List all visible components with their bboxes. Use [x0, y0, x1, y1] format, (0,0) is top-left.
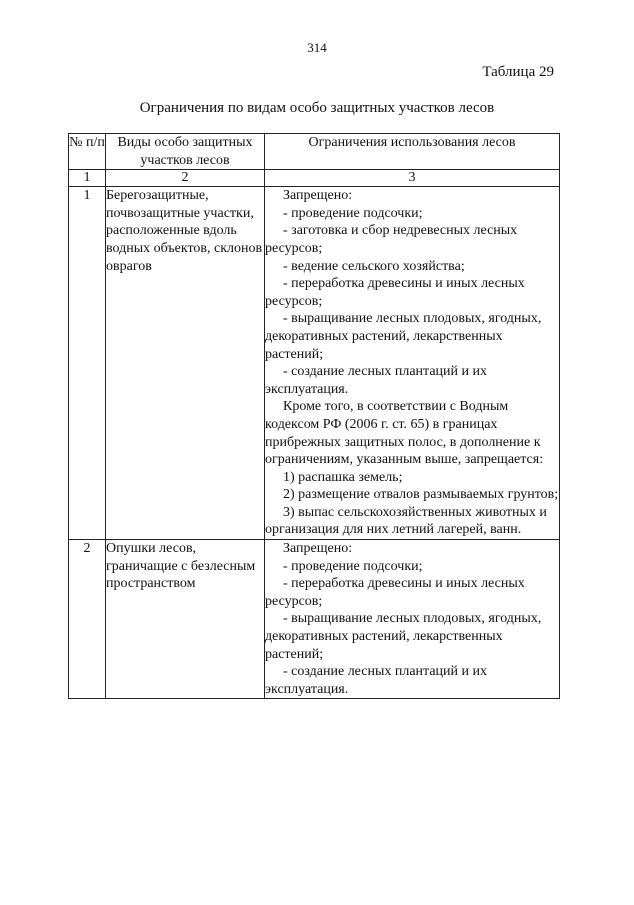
- column-number: 3: [265, 170, 560, 187]
- column-number-row: [69, 170, 560, 187]
- restriction-line: Запрещено:: [283, 541, 353, 557]
- table-row: [69, 187, 560, 540]
- restriction-line: 2) размещение отвалов размываемых грунтов;: [283, 487, 559, 503]
- header-area-type: Виды особо защитных участков лесов: [106, 134, 265, 170]
- table-row: [69, 540, 560, 699]
- restriction-line: - ведение сельского хозяйства;: [283, 258, 465, 274]
- restriction-line: - проведение подсочки;: [283, 205, 423, 221]
- table-header-row: [69, 134, 560, 170]
- restrictions-cell: [265, 540, 560, 699]
- column-number: 1: [69, 170, 106, 187]
- restrictions-table: [68, 133, 560, 699]
- restriction-line: - переработка древесины и иных лесных ресурсов;: [265, 276, 525, 309]
- restriction-line: - создание лесных плантаций и их эксплуатация.: [265, 364, 487, 397]
- restriction-line: 1) распашка земель;: [283, 469, 403, 485]
- area-type: Опушки лесов, граничащие с безлесным пространством: [106, 540, 265, 699]
- restriction-line: - переработка древесины и иных лесных ресурсов;: [265, 576, 525, 609]
- restriction-line: 3) выпас сельскохозяйственных животных и организация для них летний лагерей, ванн.: [265, 504, 547, 538]
- restriction-line: - создание лесных плантаций и их эксплуатация.: [265, 664, 487, 697]
- document-title: Ограничения по видам особо защитных участков лесов: [139, 100, 495, 116]
- restriction-line: - проведение подсочки;: [283, 558, 423, 574]
- page-number: 314: [307, 40, 327, 55]
- restrictions-cell: [265, 187, 560, 540]
- restriction-line: - заготовка и сбор недревесных лесных ресурсов;: [265, 223, 518, 256]
- restriction-line: Запрещено:: [283, 188, 353, 204]
- row-number: 2: [69, 540, 106, 699]
- header-restrictions: Ограничения использования лесов: [265, 134, 560, 170]
- restriction-line: - выращивание лесных плодовых, ягодных, декоративных растений, лекарственных растений;: [265, 611, 542, 662]
- header-number: № п/п: [69, 134, 106, 170]
- row-number: 1: [69, 187, 106, 540]
- restriction-paragraph: Кроме того, в соответствии с Водным кодексом РФ (2006 г. ст. 65) в границах прибрежных защитных полос, в дополнение к ограничениям, указанным выше, запрещается:: [265, 399, 544, 468]
- restriction-line: - выращивание лесных плодовых, ягодных, декоративных растений, лекарственных растений;: [265, 311, 542, 362]
- column-number: 2: [106, 170, 265, 187]
- table-label: Таблица 29: [482, 64, 554, 80]
- area-type: Берегозащитные, почвозащитные участки, расположенные вдоль водных объектов, склонов оврагов: [106, 187, 265, 540]
